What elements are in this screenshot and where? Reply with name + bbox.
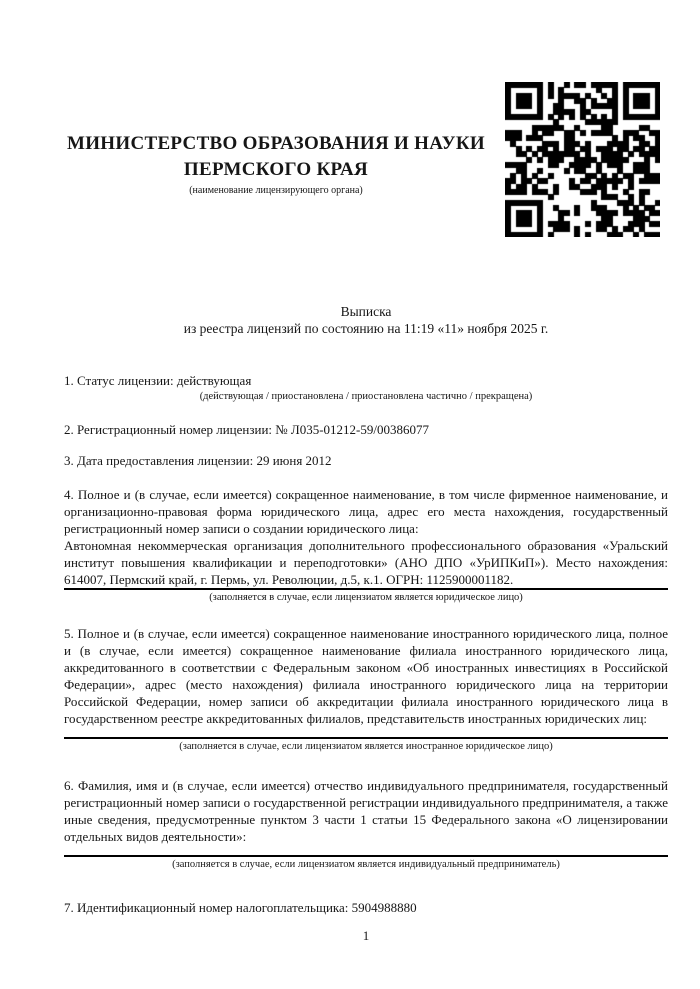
license-status-text: 1. Статус лицензии: действующая: [64, 373, 252, 388]
entrepreneur-question: 6. Фамилия, имя и (в случае, если имеется) отчество индивидуального предпринимателя, государственный регистрационный номер записи о государственной регистрации индивидуального предпринимателя, а также иные сведения, предусмотренные пунктом 3 части 1 статьи 15 Федерального закона «О лицензировании отдельных видов деятельности»:: [64, 778, 668, 844]
foreign-entity-question: 5. Полное и (в случае, если имеется) сокращенное наименование иностранного юридического лица, полное и (в случае, если имеется) сокращенное наименование филиала иностранного юридического лица, аккредитованного в соответствии с Федеральным законом «Об иностранных инвестициях в Российской Федерации», адрес (место нахождения) филиала иностранного юридического лица на территории Российской Федерации, номер записи об аккредитации филиала иностранного юридического лица в государственном реестре аккредитованных филиалов, представительств иностранных юридических лиц:: [64, 626, 668, 726]
entrepreneur-section: [64, 777, 668, 871]
foreign-entity-section: [64, 625, 668, 753]
grant-date-item: [64, 452, 668, 469]
legal-entity-question: 4. Полное и (в случае, если имеется) сокращенное наименование, в том числе фирменное наименование, и организационно-правовая форма юридического лица, адрес его места нахождения, государственный регистрационный номер записи о создании юридического лица:: [64, 487, 668, 536]
foreign-entity-field: [64, 625, 668, 739]
entrepreneur-field: [64, 777, 668, 857]
ministry-name: [64, 131, 488, 183]
ministry-name-line2: ПЕРМСКОГО КРАЯ: [183, 159, 369, 180]
registration-number-item: [64, 421, 668, 438]
document-title-subheading: из реестра лицензий по состоянию на 11:19 «11» ноября 2025 г.: [183, 321, 549, 336]
document-title-heading: Выписка: [340, 304, 392, 319]
entrepreneur-caption: (заполняется в случае, если лицензиатом является индивидуальный предприниматель): [172, 859, 560, 870]
ministry-name-line1: МИНИСТЕРСТВО ОБРАЗОВАНИЯ И НАУКИ: [66, 133, 486, 154]
qr-code: [505, 82, 660, 237]
legal-entity-answer: Автономная некоммерческая организация дополнительного профессионального образования «Уральский институт повышения квалификации и переподготовки» (АНО ДПО «УрИПКиП»). Место нахождения: 614007, Пермский край, г. Пермь, ул. Революции, д.5, к.1. ОГРН: 1125900001182.: [64, 538, 668, 587]
document-title: [64, 303, 668, 337]
foreign-entity-caption: (заполняется в случае, если лицензиатом является иностранное юридическое лицо): [179, 741, 553, 752]
registration-number-text: 2. Регистрационный номер лицензии: № Л035-01212-59/00386077: [64, 422, 430, 437]
page-number: 1: [362, 928, 370, 943]
legal-entity-caption: (заполняется в случае, если лицензиатом является юридическое лицо): [209, 592, 523, 603]
taxpayer-number-item: [64, 899, 668, 916]
grant-date-text: 3. Дата предоставления лицензии: 29 июня 2012: [64, 453, 332, 468]
taxpayer-number-text: 7. Идентификационный номер налогоплательщика: 5904988880: [64, 900, 417, 915]
legal-entity-section: [64, 486, 668, 604]
license-status-item: [64, 372, 668, 389]
ministry-caption: (наименование лицензирующего органа): [189, 185, 363, 196]
qr-code-icon: [505, 82, 660, 237]
license-status-options-caption: (действующая / приостановлена / приостановлена частично / прекращена): [199, 391, 533, 402]
legal-entity-field: [64, 486, 668, 590]
